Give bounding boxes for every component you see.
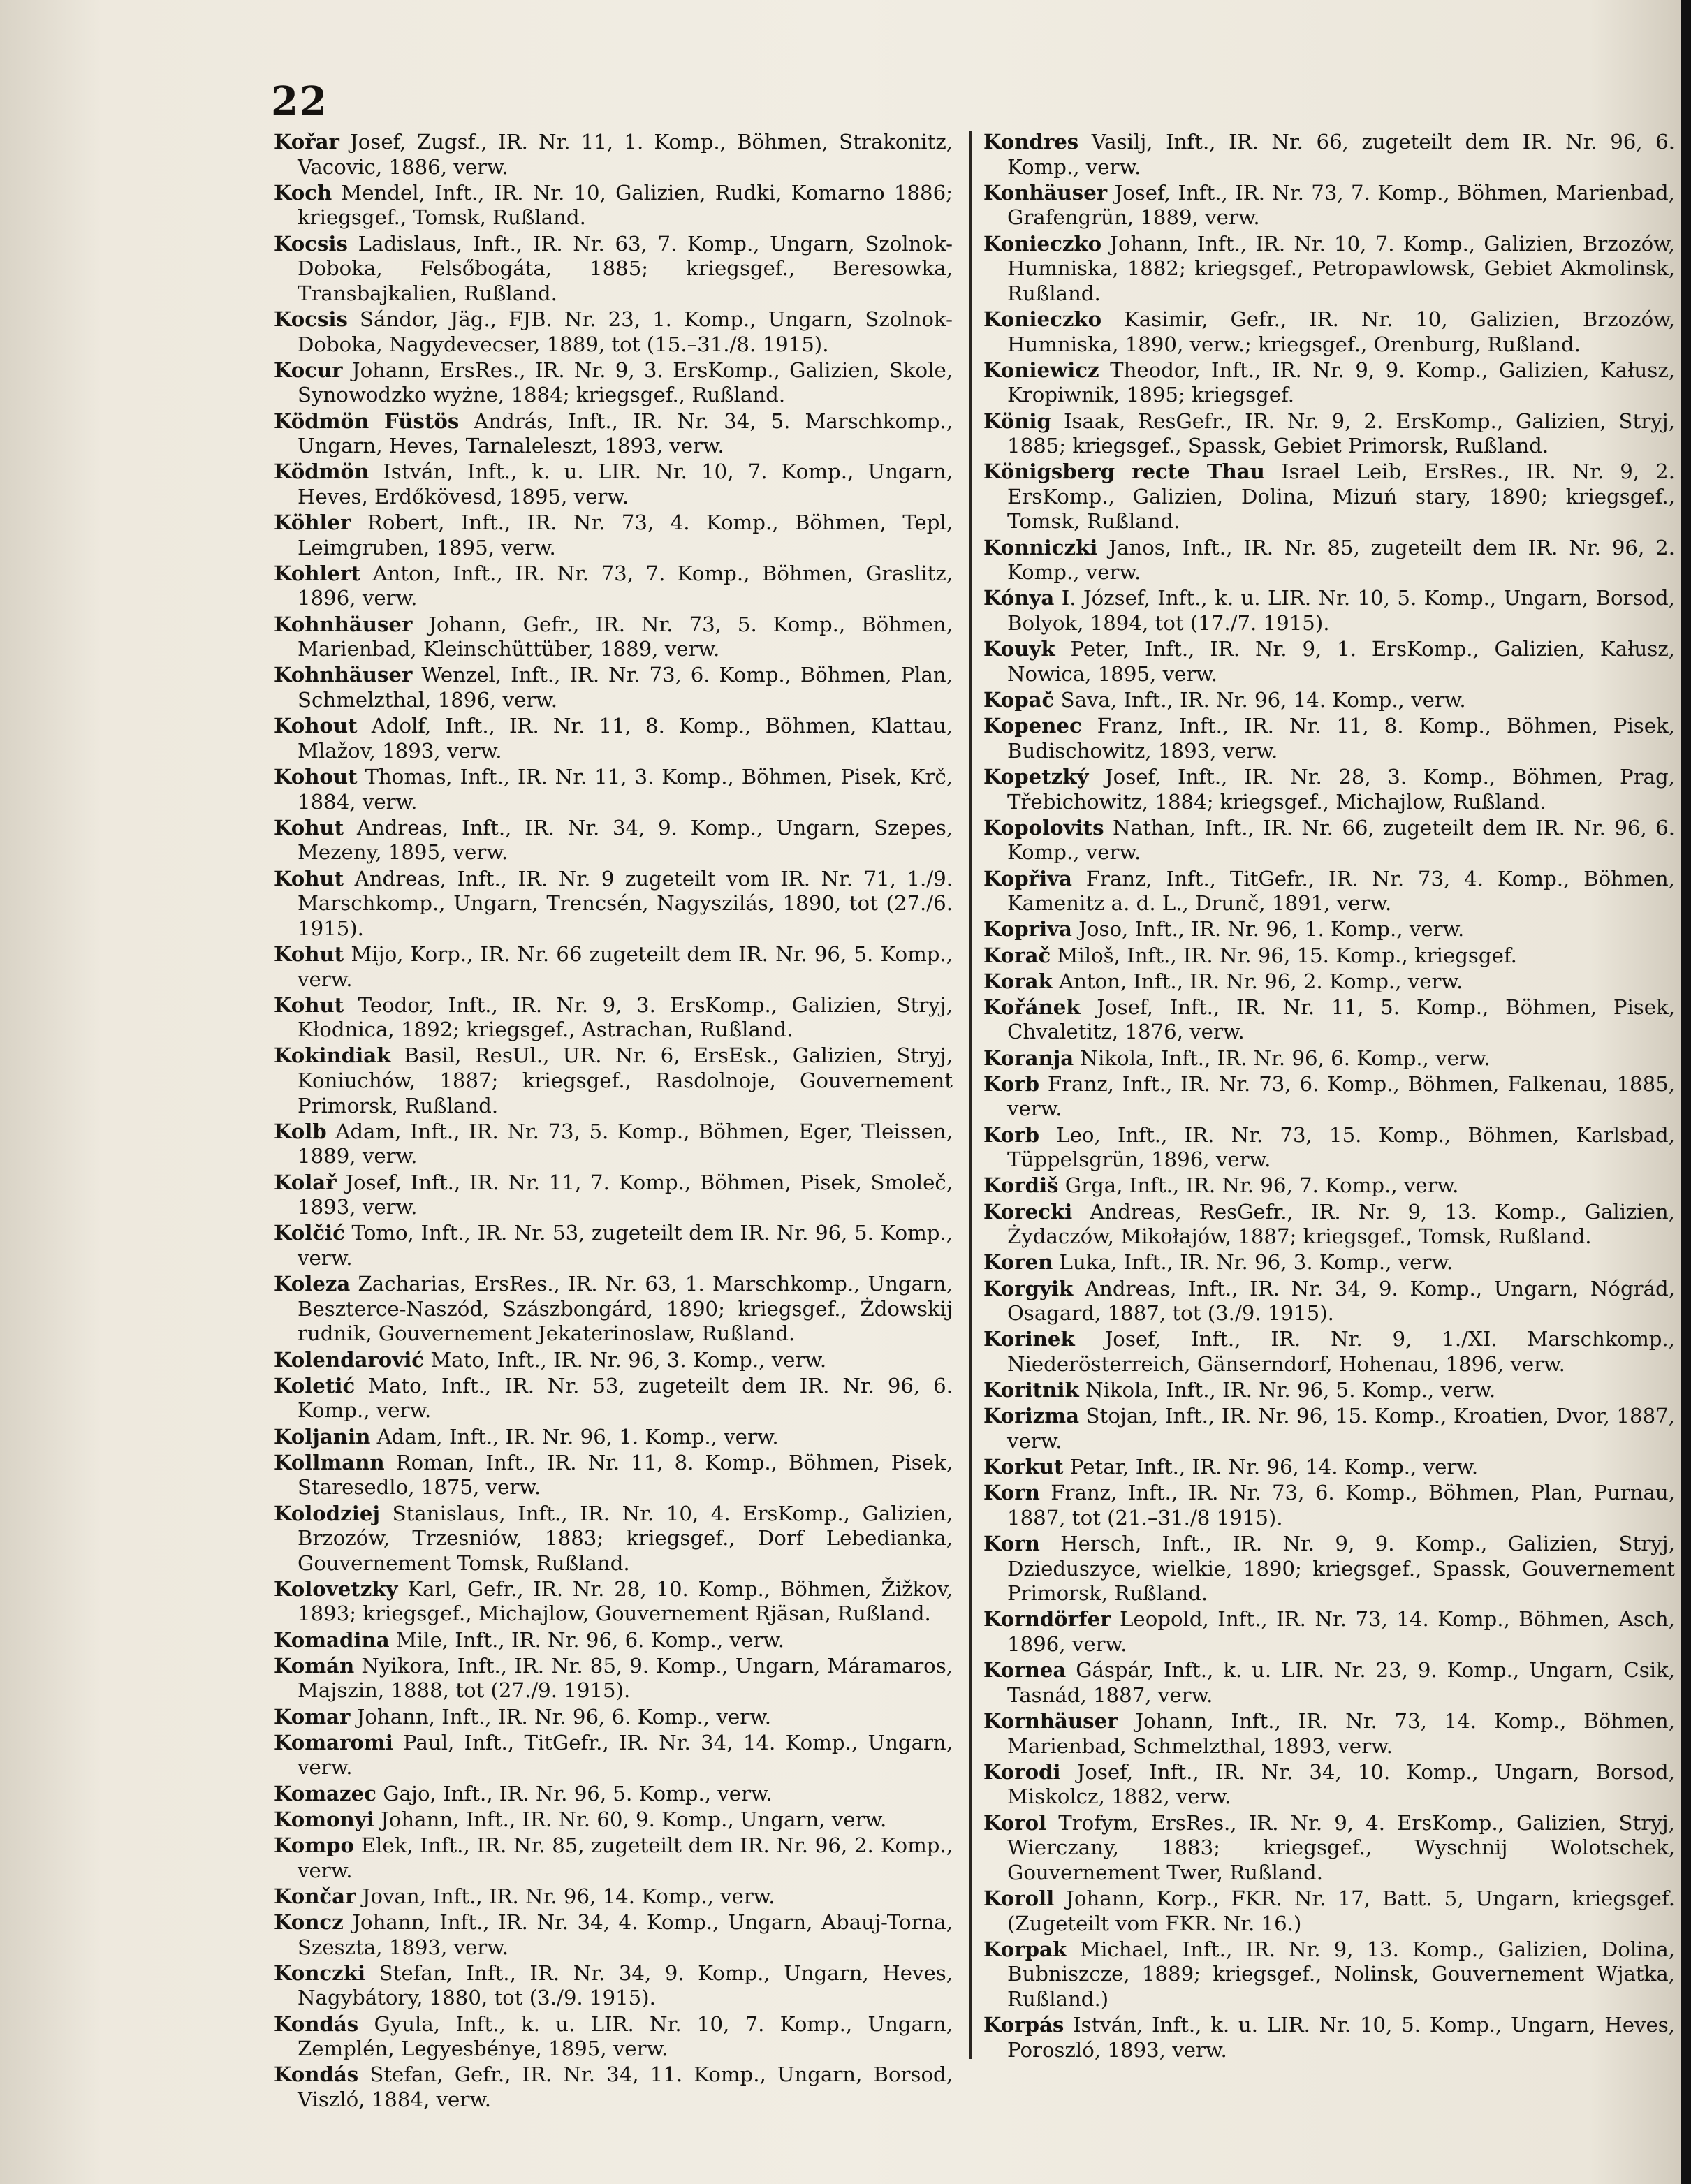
- entry-surname: Koren: [983, 1250, 1053, 1275]
- casualty-entry: [274, 765, 953, 814]
- entry-surname: Korb: [983, 1071, 1039, 1096]
- entry-surname: Kollmann: [274, 1450, 385, 1474]
- casualty-entry: [274, 1502, 953, 1576]
- casualty-entry: [983, 586, 1675, 636]
- entry-surname: Kocsis: [274, 307, 348, 331]
- entry-details: Miloš, Inft., IR. Nr. 96, 15. Komp., kriegsgef.: [1057, 943, 1517, 967]
- entry-details: Gyula, Inft., k. u. LIR. Nr. 10, 7. Komp., Ungarn, Zemplén, Legyesbénye, 1895, verw.: [298, 2011, 953, 2061]
- casualty-entry: [274, 2012, 953, 2062]
- entry-surname: Korol: [983, 1810, 1047, 1835]
- casualty-entry: [983, 1709, 1675, 1759]
- casualty-entry: [274, 1782, 953, 1807]
- casualty-entry: [274, 1910, 953, 1960]
- entry-details: Hersch, Inft., IR. Nr. 9, 9. Komp., Galizien, Stryj, Dzieduszyce, wielkie, 1890; kriegsgef., Spassk, Gouvernement Primorsk, Rußland.: [1007, 1532, 1675, 1606]
- casualty-entry: [274, 1374, 953, 1423]
- entry-surname: Komadina: [274, 1627, 390, 1652]
- entry-details: Johann, ErsRes., IR. Nr. 9, 3. ErsKomp., Galizien, Skole, Synowodzko wyżne, 1884; kriegsgef., Rußland.: [298, 358, 953, 407]
- entry-details: Mijo, Korp., IR. Nr. 66 zugeteilt dem IR. Nr. 96, 5. Komp., verw.: [298, 941, 953, 991]
- entry-details: Mile, Inft., IR. Nr. 96, 6. Komp., verw.: [395, 1627, 785, 1652]
- entry-surname: Kopolovits: [983, 815, 1104, 840]
- entry-surname: Kornea: [983, 1658, 1067, 1683]
- entry-details: Franz, Inft., IR. Nr. 73, 6. Komp., Böhmen, Plan, Purnau, 1887, tot (21.–31./8 1915).: [1007, 1481, 1675, 1530]
- casualty-entry: [983, 637, 1675, 687]
- entry-details: Robert, Inft., IR. Nr. 73, 4. Komp., Böhmen, Tepl, Leimgruben, 1895, verw.: [298, 511, 953, 559]
- entry-surname: Kohut: [274, 992, 344, 1017]
- casualty-entry: [274, 942, 953, 992]
- entry-surname: Komonyi: [274, 1807, 374, 1831]
- entry-surname: Kohlert: [274, 561, 360, 585]
- casualty-entry: [983, 688, 1675, 713]
- casualty-entry: [274, 130, 953, 179]
- entry-details: István, Inft., k. u. LIR. Nr. 10, 5. Komp., Ungarn, Heves, Poroszló, 1893, verw.: [1007, 2013, 1675, 2062]
- casualty-entry: [983, 460, 1675, 534]
- entry-details: Johann, Gefr., IR. Nr. 73, 5. Komp., Böhmen, Marienbad, Kleinschüttüber, 1889, verw.: [298, 612, 953, 661]
- entry-surname: Kořánek: [983, 995, 1081, 1019]
- entry-details: Teodor, Inft., IR. Nr. 9, 3. ErsKomp., Galizien, Stryj, Kłodnica, 1892; kriegsgef., Astrachan, Rußland.: [298, 992, 953, 1042]
- entry-details: Elek, Inft., IR. Nr. 85, zugeteilt dem IR. Nr. 96, 2. Komp., verw.: [298, 1833, 953, 1882]
- casualty-entry: [274, 1348, 953, 1373]
- right-column: [983, 130, 1675, 2064]
- entry-details: Josef, Inft., IR. Nr. 73, 7. Komp., Böhmen, Marienbad, Grafengrün, 1889, verw.: [1007, 180, 1675, 230]
- entry-surname: Korak: [983, 969, 1053, 993]
- casualty-entry: [983, 2013, 1675, 2062]
- entry-details: Franz, Inft., TitGefr., IR. Nr. 73, 4. Komp., Böhmen, Kamenitz a. d. L., Drunč, 1891, verw.: [1007, 866, 1676, 916]
- casualty-entry: [983, 765, 1675, 814]
- casualty-entry: [983, 358, 1675, 408]
- entry-details: Johann, Korp., FKR. Nr. 17, Batt. 5, Ungarn, kriegsgef. (Zugeteilt vom FKR. Nr. 16.): [1007, 1886, 1675, 1935]
- entry-details: Andreas, ResGefr., IR. Nr. 9, 13. Komp., Galizien, Żydaczów, Mikołajów, 1887; kriegsgef., Tomsk, Rußland.: [1007, 1199, 1675, 1249]
- entry-surname: Kopřiva: [983, 866, 1072, 891]
- casualty-entry: [274, 867, 953, 941]
- entry-surname: Kohnhäuser: [274, 612, 413, 636]
- entry-details: Johann, Inft., IR. Nr. 10, 7. Komp., Galizien, Brzozów, Humniska, 1882; kriegsgef., Petropawlowsk, Gebiet Akmolinsk, Rußland.: [1007, 231, 1676, 305]
- entry-surname: Kolodziej: [274, 1501, 380, 1525]
- entry-details: Vasilj, Inft., IR. Nr. 66, zugeteilt dem IR. Nr. 96, 6. Komp., verw.: [1007, 130, 1676, 179]
- entry-surname: Korn: [983, 1532, 1040, 1556]
- casualty-entry: [983, 1173, 1675, 1199]
- casualty-entry: [274, 1221, 953, 1270]
- entry-details: Janos, Inft., IR. Nr. 85, zugeteilt dem IR. Nr. 96, 2. Komp., verw.: [1007, 535, 1675, 585]
- entry-details: Kasimir, Gefr., IR. Nr. 10, Galizien, Brzozów, Humniska, 1890, verw.; kriegsgef., Orenburg, Rußland.: [1007, 307, 1675, 356]
- casualty-entry: [983, 1607, 1675, 1657]
- entry-surname: Korgyik: [983, 1276, 1074, 1300]
- casualty-entry: [274, 613, 953, 662]
- entry-surname: Komazec: [274, 1781, 376, 1805]
- casualty-entry: [983, 995, 1675, 1045]
- casualty-entry: [983, 181, 1675, 230]
- entry-details: I. József, Inft., k. u. LIR. Nr. 10, 5. Komp., Ungarn, Borsod, Bolyok, 1894, tot (17./7. 1915).: [1007, 586, 1675, 636]
- casualty-entry: [274, 1171, 953, 1220]
- casualty-entry: [983, 867, 1675, 916]
- entry-surname: Koncz: [274, 1910, 344, 1934]
- casualty-entry: [983, 714, 1675, 763]
- entry-details: Joso, Inft., IR. Nr. 96, 1. Komp., verw.: [1078, 917, 1465, 941]
- casualty-entry: [983, 307, 1675, 357]
- casualty-entry: [274, 1628, 953, 1653]
- entry-details: Israel Leib, ErsRes., IR. Nr. 9, 2. ErsKomp., Galizien, Dolina, Mizuń stary, 1890; kriegsgef., Tomsk, Rußland.: [1007, 460, 1676, 534]
- entry-details: Jovan, Inft., IR. Nr. 96, 14. Komp., verw.: [362, 1884, 775, 1908]
- entry-surname: Konieczko: [983, 231, 1102, 256]
- entry-details: Josef, Inft., IR. Nr. 11, 7. Komp., Böhmen, Pisek, Smoleč, 1893, verw.: [298, 1170, 953, 1219]
- casualty-entry: [274, 1043, 953, 1118]
- casualty-entry: [274, 307, 953, 357]
- casualty-entry: [274, 1451, 953, 1500]
- casualty-entry: [983, 1277, 1675, 1326]
- entry-surname: Kolař: [274, 1170, 337, 1194]
- entry-surname: Korndörfer: [983, 1607, 1111, 1632]
- casualty-entry: [983, 1046, 1675, 1071]
- entry-details: Johann, Inft., IR. Nr. 73, 14. Komp., Böhmen, Marienbad, Schmelzthal, 1893, verw.: [1007, 1709, 1675, 1758]
- entry-details: Theodor, Inft., IR. Nr. 9, 9. Komp., Galizien, Kałusz, Kropiwnik, 1895; kriegsgef.: [1007, 358, 1675, 407]
- entry-surname: Kocsis: [274, 231, 348, 256]
- entry-details: Stefan, Inft., IR. Nr. 34, 9. Komp., Ungarn, Heves, Nagybátory, 1880, tot (3./9. 1915).: [298, 1961, 953, 2010]
- entry-surname: Kohout: [274, 714, 358, 738]
- casualty-entry: [983, 232, 1675, 307]
- entry-details: Peter, Inft., IR. Nr. 9, 1. ErsKomp., Galizien, Kałusz, Nowica, 1895, verw.: [1007, 637, 1675, 686]
- entry-details: Leopold, Inft., IR. Nr. 73, 14. Komp., Böhmen, Asch, 1896, verw.: [1007, 1607, 1676, 1657]
- page-number: 22: [271, 78, 328, 124]
- entry-details: Josef, Inft., IR. Nr. 9, 1./XI. Marschkomp., Niederösterreich, Gänserndorf, Hohenau, 1896, verw.: [1007, 1327, 1675, 1376]
- entry-surname: Kolčić: [274, 1221, 345, 1245]
- entry-surname: König: [983, 409, 1051, 433]
- casualty-entry: [274, 1884, 953, 1910]
- entry-surname: Kohut: [274, 815, 344, 840]
- entry-surname: Kouyk: [983, 637, 1055, 661]
- entry-details: Gáspár, Inft., k. u. LIR. Nr. 23, 9. Komp., Ungarn, Csik, Tasnád, 1887, verw.: [1007, 1658, 1675, 1707]
- casualty-entry: [274, 1654, 953, 1703]
- entry-details: Johann, Inft., IR. Nr. 34, 4. Komp., Ungarn, Abauj-Torna, Szeszta, 1893, verw.: [298, 1910, 953, 1959]
- entry-details: Paul, Inft., TitGefr., IR. Nr. 34, 14. Komp., Ungarn, verw.: [298, 1730, 953, 1780]
- casualty-entry: [983, 969, 1675, 995]
- entry-details: Josef, Inft., IR. Nr. 11, 5. Komp., Böhmen, Pisek, Chvaletitz, 1876, verw.: [1007, 995, 1676, 1044]
- entry-details: Andreas, Inft., IR. Nr. 34, 9. Komp., Ungarn, Nógrád, Osagard, 1887, tot (3./9. 1915).: [1007, 1276, 1675, 1326]
- entry-details: Michael, Inft., IR. Nr. 9, 13. Komp., Galizien, Dolina, Bubniszcze, 1889; kriegsgef., Nolinsk, Gouvernement Wjatka, Rußland.): [1007, 1937, 1675, 2011]
- entry-details: Johann, Inft., IR. Nr. 96, 6. Komp., verw.: [356, 1704, 771, 1729]
- entry-details: Adam, Inft., IR. Nr. 96, 1. Komp., verw.: [376, 1424, 779, 1449]
- entry-details: Stefan, Gefr., IR. Nr. 34, 11. Komp., Ungarn, Borsod, Viszló, 1884, verw.: [298, 2062, 953, 2111]
- entry-details: Karl, Gefr., IR. Nr. 28, 10. Komp., Böhmen, Žižkov, 1893; kriegsgef., Michajlow, Gouvernement Rjäsan, Rußland.: [298, 1576, 953, 1626]
- entry-surname: Kokindiak: [274, 1043, 391, 1068]
- entry-details: Zacharias, ErsRes., IR. Nr. 63, 1. Marschkomp., Ungarn, Beszterce-Naszód, Szászbongárd, 1890; kriegsgef., Żdowskij rudnik, Gouvernement Jekaterinoslaw, Rußland.: [298, 1272, 953, 1346]
- casualty-entry: [983, 1455, 1675, 1480]
- entry-details: Basil, ResUl., UR. Nr. 6, ErsEsk., Galizien, Stryj, Koniuchów, 1887; kriegsgef., Rasdolnoje, Gouvernement Primorsk, Rußland.: [298, 1043, 953, 1117]
- entry-details: Andreas, Inft., IR. Nr. 9 zugeteilt vom IR. Nr. 71, 1./9. Marschkomp., Ungarn, Trencsén, Nagyszilás, 1890, tot (27./6. 1915).: [298, 866, 953, 940]
- entry-details: András, Inft., IR. Nr. 34, 5. Marschkomp., Ungarn, Heves, Tarnaleleszt, 1893, verw.: [298, 409, 953, 458]
- entry-details: Adam, Inft., IR. Nr. 73, 5. Komp., Böhmen, Eger, Tleissen, 1889, verw.: [298, 1119, 953, 1168]
- entry-details: Nikola, Inft., IR. Nr. 96, 6. Komp., verw.: [1080, 1046, 1491, 1070]
- entry-surname: Korn: [983, 1481, 1040, 1505]
- casualty-entry: [274, 562, 953, 611]
- casualty-entry: [983, 1123, 1675, 1173]
- casualty-entry: [983, 1072, 1675, 1122]
- entry-details: Isaak, ResGefr., IR. Nr. 9, 2. ErsKomp., Galizien, Stryj, 1885; kriegsgef., Spassk, Gebiet Primorsk, Rußland.: [1007, 409, 1676, 458]
- entry-details: Nyikora, Inft., IR. Nr. 85, 9. Komp., Ungarn, Máramaros, Majszin, 1888, tot (27./9. 1915).: [298, 1653, 953, 1703]
- casualty-entry: [983, 130, 1675, 179]
- entry-surname: Komar: [274, 1704, 351, 1729]
- entry-surname: Kořar: [274, 130, 339, 154]
- entry-surname: Konczki: [274, 1961, 366, 1985]
- casualty-entry: [274, 1425, 953, 1450]
- entry-details: Anton, Inft., IR. Nr. 73, 7. Komp., Böhmen, Graslitz, 1896, verw.: [298, 561, 953, 610]
- entry-details: Tomo, Inft., IR. Nr. 53, zugeteilt dem IR. Nr. 96, 5. Komp., verw.: [298, 1221, 953, 1270]
- entry-details: Josef, Inft., IR. Nr. 28, 3. Komp., Böhmen, Prag, Třebichowitz, 1884; kriegsgef., Michajlow, Rußland.: [1007, 764, 1676, 814]
- casualty-entry: [983, 1250, 1675, 1275]
- entry-details: Andreas, Inft., IR. Nr. 34, 9. Komp., Ungarn, Szepes, Mezeny, 1895, verw.: [298, 815, 953, 865]
- casualty-entry: [274, 714, 953, 763]
- entry-details: Adolf, Inft., IR. Nr. 11, 8. Komp., Böhmen, Klattau, Mlažov, 1893, verw.: [298, 714, 953, 763]
- casualty-entry: [274, 1961, 953, 2011]
- entry-surname: Kónya: [983, 586, 1055, 610]
- casualty-entry: [274, 663, 953, 712]
- entry-surname: Koleza: [274, 1272, 351, 1296]
- entry-surname: Kocur: [274, 358, 343, 382]
- casualty-entry: [983, 1886, 1675, 1936]
- casualty-entry: [274, 1120, 953, 1169]
- entry-surname: Kornhäuser: [983, 1709, 1118, 1733]
- entry-surname: Komán: [274, 1653, 355, 1678]
- casualty-entry: [274, 1272, 953, 1347]
- entry-details: Mendel, Inft., IR. Nr. 10, Galizien, Rudki, Komarno 1886; kriegsgef., Tomsk, Rußland.: [298, 180, 953, 230]
- entry-surname: Kolb: [274, 1119, 327, 1143]
- entry-details: Sava, Inft., IR. Nr. 96, 14. Komp., verw.: [1060, 688, 1466, 712]
- casualty-entry: [274, 1808, 953, 1833]
- entry-surname: Kopriva: [983, 917, 1072, 941]
- entry-surname: Kohnhäuser: [274, 663, 413, 687]
- entry-surname: Ködmön: [274, 460, 369, 484]
- entry-surname: Kohut: [274, 866, 344, 891]
- entry-surname: Koljanin: [274, 1424, 371, 1449]
- entry-details: Stanislaus, Inft., IR. Nr. 10, 4. ErsKomp., Galizien, Brzozów, Trzesniów, 1883; kriegsgef., Dorf Lebedianka, Gouvernement Tomsk, Rußland.: [298, 1501, 953, 1575]
- entry-surname: Koletić: [274, 1373, 356, 1398]
- casualty-entry: [983, 409, 1675, 459]
- casualty-entry: [274, 409, 953, 459]
- entry-surname: Korpak: [983, 1937, 1067, 1961]
- entry-surname: Kopač: [983, 688, 1055, 712]
- entry-surname: Kohut: [274, 941, 344, 966]
- entry-surname: Korkut: [983, 1455, 1064, 1479]
- casualty-entry: [274, 181, 953, 230]
- scan-edge-border: [1681, 0, 1691, 2184]
- entry-surname: Koritnik: [983, 1378, 1079, 1402]
- casualty-entry: [274, 1731, 953, 1780]
- entry-details: Nikola, Inft., IR. Nr. 96, 5. Komp., verw.: [1085, 1378, 1496, 1402]
- entry-surname: Korodi: [983, 1759, 1061, 1784]
- casualty-entry: [983, 1658, 1675, 1708]
- entry-surname: Korecki: [983, 1199, 1073, 1224]
- column-divider: [969, 131, 972, 2059]
- casualty-entry: [983, 536, 1675, 585]
- entry-surname: Kolovetzky: [274, 1576, 398, 1601]
- entry-surname: Konhäuser: [983, 180, 1108, 205]
- entry-surname: Korač: [983, 943, 1051, 967]
- entry-details: Grga, Inft., IR. Nr. 96, 7. Komp., verw.: [1064, 1173, 1459, 1198]
- entry-details: Johann, Inft., IR. Nr. 60, 9. Komp., Ungarn, verw.: [381, 1807, 887, 1831]
- entry-details: Franz, Inft., IR. Nr. 73, 6. Komp., Böhmen, Falkenau, 1885, verw.: [1007, 1071, 1675, 1121]
- entry-details: Ladislaus, Inft., IR. Nr. 63, 7. Komp., Ungarn, Szolnok-Doboka, Felsőbogáta, 1885; kriegsgef., Beresowka, Transbajkalien, Rußland.: [298, 231, 953, 305]
- entry-details: Anton, Inft., IR. Nr. 96, 2. Komp., verw.: [1059, 969, 1463, 993]
- entry-details: Gajo, Inft., IR. Nr. 96, 5. Komp., verw.: [383, 1781, 773, 1805]
- entry-surname: Kondás: [274, 2062, 359, 2087]
- casualty-entry: [983, 816, 1675, 865]
- entry-surname: Koniewicz: [983, 358, 1099, 382]
- entry-surname: Konieczko: [983, 307, 1102, 331]
- entry-surname: Komaromi: [274, 1730, 393, 1754]
- casualty-entry: [983, 917, 1675, 942]
- entry-details: Leo, Inft., IR. Nr. 73, 15. Komp., Böhmen, Karlsbad, Tüppelsgrün, 1896, verw.: [1007, 1122, 1676, 1172]
- casualty-entry: [983, 1937, 1675, 2012]
- casualty-entry: [983, 1327, 1675, 1377]
- entry-surname: Korizma: [983, 1404, 1080, 1428]
- entry-surname: Koch: [274, 180, 332, 205]
- entry-details: Stojan, Inft., IR. Nr. 96, 15. Komp., Kroatien, Dvor, 1887, verw.: [1007, 1404, 1675, 1453]
- entry-surname: Konniczki: [983, 535, 1098, 559]
- entry-details: Petar, Inft., IR. Nr. 96, 14. Komp., verw.: [1069, 1455, 1479, 1479]
- entry-surname: Ködmön Füstös: [274, 409, 460, 433]
- casualty-entry: [274, 1833, 953, 1883]
- entry-surname: Korb: [983, 1122, 1039, 1147]
- entry-surname: Koroll: [983, 1886, 1055, 1910]
- entry-surname: Kohout: [274, 764, 358, 789]
- casualty-entry: [274, 1705, 953, 1730]
- entry-surname: Končar: [274, 1884, 356, 1908]
- casualty-entry: [983, 1481, 1675, 1530]
- casualty-entry: [274, 511, 953, 560]
- casualty-entry: [983, 1760, 1675, 1810]
- entry-details: Roman, Inft., IR. Nr. 11, 8. Komp., Böhmen, Pisek, Staresedlo, 1875, verw.: [298, 1450, 953, 1500]
- casualty-entry: [983, 1404, 1675, 1453]
- entry-surname: Köhler: [274, 511, 351, 535]
- entry-surname: Kondás: [274, 2011, 359, 2036]
- entry-details: Josef, Zugsf., IR. Nr. 11, 1. Komp., Böhmen, Strakonitz, Vacovic, 1886, verw.: [298, 130, 953, 179]
- entry-details: Mato, Inft., IR. Nr. 53, zugeteilt dem IR. Nr. 96, 6. Komp., verw.: [298, 1373, 953, 1423]
- entry-surname: Korpás: [983, 2013, 1064, 2037]
- entry-surname: Königsberg recte Thau: [983, 460, 1265, 484]
- entry-surname: Korinek: [983, 1327, 1075, 1351]
- casualty-entry: [274, 460, 953, 509]
- entry-details: Nathan, Inft., IR. Nr. 66, zugeteilt dem IR. Nr. 96, 6. Komp., verw.: [1007, 815, 1676, 865]
- casualty-entry: [983, 1532, 1675, 1606]
- entry-surname: Kopenec: [983, 714, 1082, 738]
- entry-details: Thomas, Inft., IR. Nr. 11, 3. Komp., Böhmen, Pisek, Krč, 1884, verw.: [298, 764, 953, 814]
- entry-surname: Koranja: [983, 1046, 1074, 1070]
- entry-details: Sándor, Jäg., FJB. Nr. 23, 1. Komp., Ungarn, Szolnok-Doboka, Nagydevecser, 1889, tot (15.–31./8. 1915).: [298, 307, 953, 356]
- entry-details: Mato, Inft., IR. Nr. 96, 3. Komp., verw.: [430, 1347, 827, 1372]
- entry-surname: Kolendarović: [274, 1347, 425, 1372]
- casualty-entry: [274, 1577, 953, 1627]
- left-column: [274, 130, 953, 2113]
- entry-details: Josef, Inft., IR. Nr. 34, 10. Komp., Ungarn, Borsod, Miskolcz, 1882, verw.: [1007, 1759, 1676, 1809]
- entry-surname: Kompo: [274, 1833, 354, 1857]
- casualty-entry: [983, 944, 1675, 969]
- entry-details: Luka, Inft., IR. Nr. 96, 3. Komp., verw.: [1059, 1250, 1454, 1275]
- casualty-entry: [983, 1200, 1675, 1249]
- entry-details: Franz, Inft., IR. Nr. 11, 8. Komp., Böhmen, Pisek, Budischowitz, 1893, verw.: [1007, 714, 1676, 763]
- entry-surname: Kordiš: [983, 1173, 1059, 1198]
- entry-details: Wenzel, Inft., IR. Nr. 73, 6. Komp., Böhmen, Plan, Schmelzthal, 1896, verw.: [298, 663, 953, 712]
- casualty-entry: [274, 358, 953, 408]
- casualty-entry: [983, 1378, 1675, 1403]
- entry-details: Trofym, ErsRes., IR. Nr. 9, 4. ErsKomp., Galizien, Stryj, Wierczany, 1883; kriegsgef., Wyschnij Wolotschek, Gouvernement Twer, Rußland.: [1007, 1810, 1676, 1884]
- casualty-entry: [274, 2062, 953, 2112]
- entry-details: István, Inft., k. u. LIR. Nr. 10, 7. Komp., Ungarn, Heves, Erdőkövesd, 1895, verw.: [298, 460, 953, 508]
- entry-surname: Kondres: [983, 130, 1079, 154]
- casualty-entry: [274, 993, 953, 1043]
- casualty-entry: [274, 232, 953, 307]
- casualty-entry: [983, 1811, 1675, 1886]
- casualty-entry: [274, 816, 953, 865]
- entry-surname: Kopetzký: [983, 764, 1089, 789]
